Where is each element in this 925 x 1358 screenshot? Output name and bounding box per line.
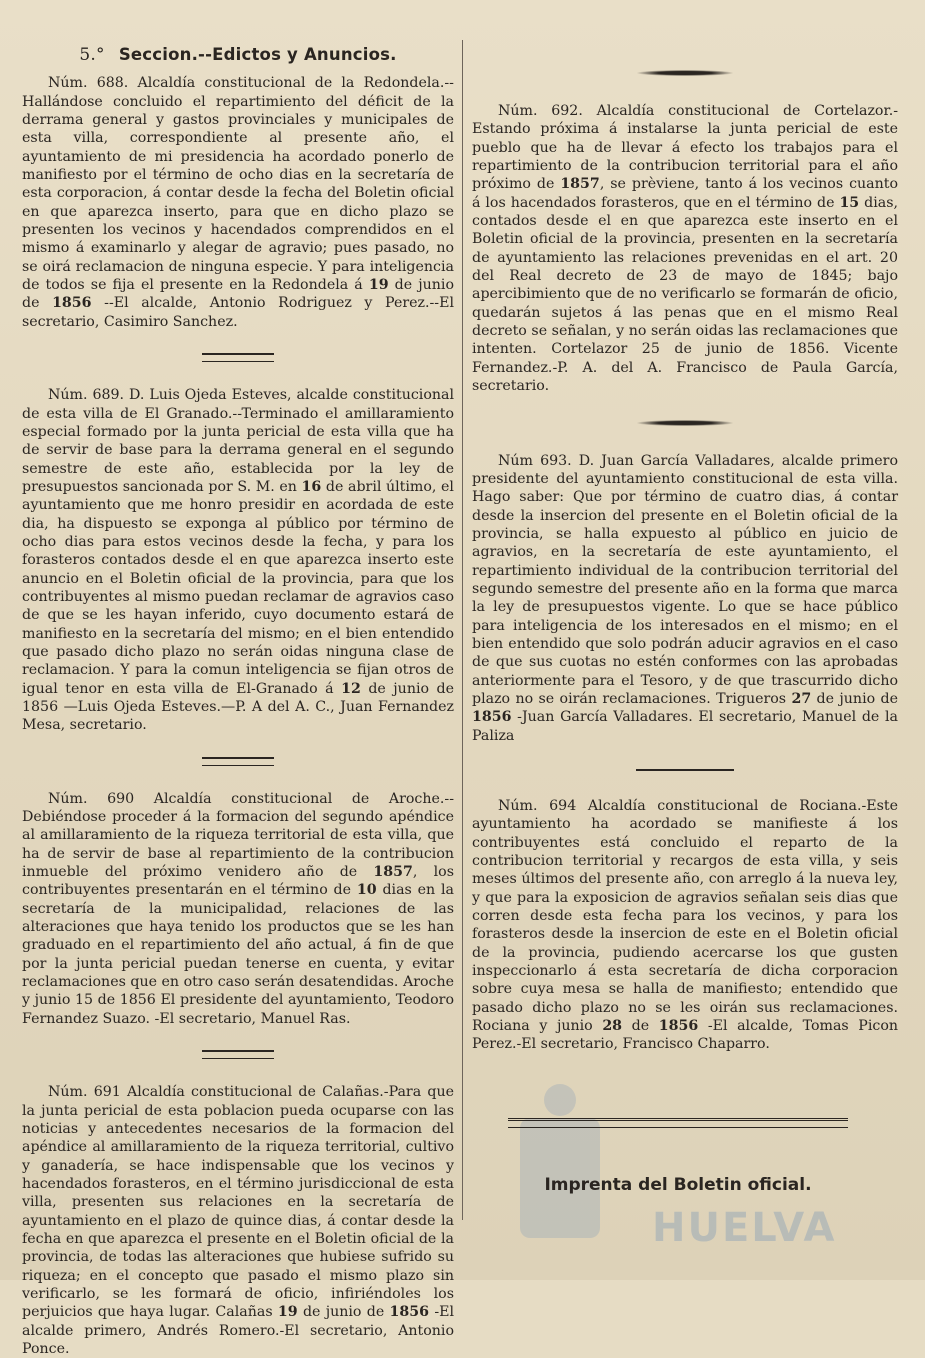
notice-692: Núm. 692. Alcaldía constitucional de Cortelazor.-Estando próxima á instalarse la junta pericial de este pueblo que ha de llevar á efecto los trabajos para el repartimiento de la contribucion territorial para el año próximo de 1857, se prèviene, tanto á los vecinos cuanto á los hacendados forasteros, que en el término de 15 dias, contados desde el en que aparezca este inserto en el Boletin oficial de la provincia, presenten en la secretaría de ayuntamiento las relaciones prevenidas en el art. 20 del Real decreto de 23 de mayo de 1845; bajo apercibimiento que de no verificarlo se formarán de oficio, quedarán sujetos á las penas que en el mismo Real decreto se señalan, y no serán oidas las reclamaciones que intenten. Cortelazor 25 de junio de 1856. Vicente Fernandez.-P. A. del A. Francisco de Paula García, secretario. xyxy=(472,103,898,395)
section-heading xyxy=(22,46,454,64)
notice-690: Núm. 690 Alcaldía constitucional de Aroche.--Debiéndose proceder á la formacion del segundo apéndice al amillaramiento de la riqueza territorial de esta villa, que ha de servir de base al repartimiento de la contribucion inmueble del próximo venidero año de 1857, los contribuyentes presentarán en el término de 10 dias en la secretaría de la municipalidad, relaciones de las alteraciones que haya tenido los productos que se les han graduado en el repartimiento del año actual, á fin de que por la junta pericial puedan tenerse en cuenta, y evitar reclamaciones que en otro caso serán desatendidas. Aroche y junio 15 de 1856 El presidente del ayuntamiento, Teodoro Fernandez Suazo. -El secretario, Manuel Ras. xyxy=(22,790,455,1027)
watermark-text: HUELVA xyxy=(652,1205,837,1251)
section-rule xyxy=(202,1050,274,1059)
section-number: 5.° xyxy=(79,45,105,65)
section-rule xyxy=(202,353,274,362)
imprint-line: Imprenta del Boletin oficial. xyxy=(544,1175,812,1195)
notice-688: Núm. 688. Alcaldía constitucional de la Redondela.--Hallándose concluido el repartimiento del déficit de la derrama general y gastos provinciales y municipales de esta villa, correspondiente al presente año, el ayuntamiento de mi presidencia ha acordado ponerlo de manifiesto por el término de ocho dias en la secretaría de esta corporacion, á contar desde la fecha del Boletin oficial en que aparezca inserto, para que en dicho plazo se presenten los vecinos y hacendados comprendidos en el mismo á examinarlo y alegar de agravio; pues pasado, no se oirá reclamacion de ninguna especie. Y para inteligencia de todos se fija el presente en la Redondela á 19 de junio de 1856 --El alcalde, Antonio Rodriguez y Perez.--El secretario, Casimiro Sanchez. xyxy=(22,75,454,330)
notice-689: Núm. 689. D. Luis Ojeda Esteves, alcalde constitucional de esta villa de El Granado.--Terminado el amillaramiento especial formado por la junta pericial de esta villa que ha de servir de base para la derrama general en el segundo semestre de este año, establecida por la ley de presupuestos sancionada por S. M. en 16 de abril último, el ayuntamiento que me honro presidir en acordada de este dia, ha dispuesto se exponga al público por término de ocho dias para estos vecinos desde la fecha, y para los forasteros contados desde el en que aparezca inserto este anuncio en el Boletin oficial de la provincia, para que los contribuyentes al mismo puedan reclamar de agravios caso de que se les hayan inferido, cuyo documento estará de manifiesto en la secretaría del mismo; en el bien entendido que pasado dicho plazo no serán oidas ninguna clase de reclamacion. Y para la comun inteligencia se fijan otros de igual tenor en esta villa de El-Granado á 12 de junio de 1856 —Luis Ojeda Esteves.—P. A del A. C., Juan Fernandez Mesa, secretario. xyxy=(22,387,454,734)
column-divider xyxy=(462,40,463,1220)
right-column xyxy=(472,46,898,1054)
left-column xyxy=(22,36,454,1358)
section-rule xyxy=(636,769,734,771)
notice-691: Núm. 691 Alcaldía constitucional de Calañas.-Para que la junta pericial de esta poblacion pueda ocuparse con las noticias y antecedentes necesarios de la formacion del apéndice al amillaramiento de la riqueza territorial, cultivo y ganadería, se hace indispensable que los vecinos y hacendados forasteros, en el término jurisdiccional de esta villa, presenten sus relaciones en la secretaría de ayuntamiento en el plazo de quince dias, á contar desde la fecha en que aparezca el presente en el Boletin oficial de la provincia, de todas las alteraciones que hubiese sufrido su riqueza; en el concepto que pasado el mismo plazo sin verificarlo, se les formará de oficio, infiriéndoles los perjuicios que haya lugar. Calañas 19 de junio de 1856 -El alcalde primero, Andrés Romero.-El secretario, Antonio Ponce. xyxy=(22,1084,455,1357)
ornamental-rule xyxy=(637,420,733,426)
notice-694: Núm. 694 Alcaldía constitucional de Rociana.-Este ayuntamiento ha acordado se manifieste á los contribuyentes está concluido el reparto de la contribucion territorial y recargos de esta villa, y seis meses últimos del presente año, con arreglo á la nueva ley, y que para la exposicion de agravios señalan seis dias que corren desde esta fecha para los vecinos, y para los forasteros desde la insercion de este en el Boletin oficial de la provincia, pudiendo acercarse los que gusten inspeccionarlo á esta secretaría de dicha corporacion sobre cuya mesa se halla de manifiesto; entendido que pasado dicho plazo no se les oirán sus reclamaciones. Rociana y junio 28 de 1856 -El alcalde, Tomas Picon Perez.-El secretario, Francisco Chaparro. xyxy=(472,798,899,1053)
ornamental-rule xyxy=(637,70,733,76)
section-rule xyxy=(202,757,274,766)
section-title: Seccion.--Edictos y Anuncios. xyxy=(118,45,397,64)
notice-693: Núm 693. D. Juan García Valladares, alcalde primero presidente del ayuntamiento constitucional de esta villa. Hago saber: Que por término de cuatro dias, á contar desde la insercion del presente en el Boletin oficial de la provincia, se halla expuesto al público en juicio de agravios, en la secretaría de este ayuntamiento, el repartimiento individual de la contribucion territorial del segundo semestre del presente año en la forma que marca la ley de presupuestos vigente. Lo que se hace público para inteligencia de los interesados en el mismo; en el bien entendido que solo podrán aducir agravios en el caso de que sus cuotas no estén conformes con las aprobadas anteriormente para el Tesoro, y de que trascurrido dicho plazo no se oirán reclamaciones. Trigueros 27 de junio de 1856 -Juan García Valladares. El secretario, Manuel de la Paliza xyxy=(472,452,898,744)
